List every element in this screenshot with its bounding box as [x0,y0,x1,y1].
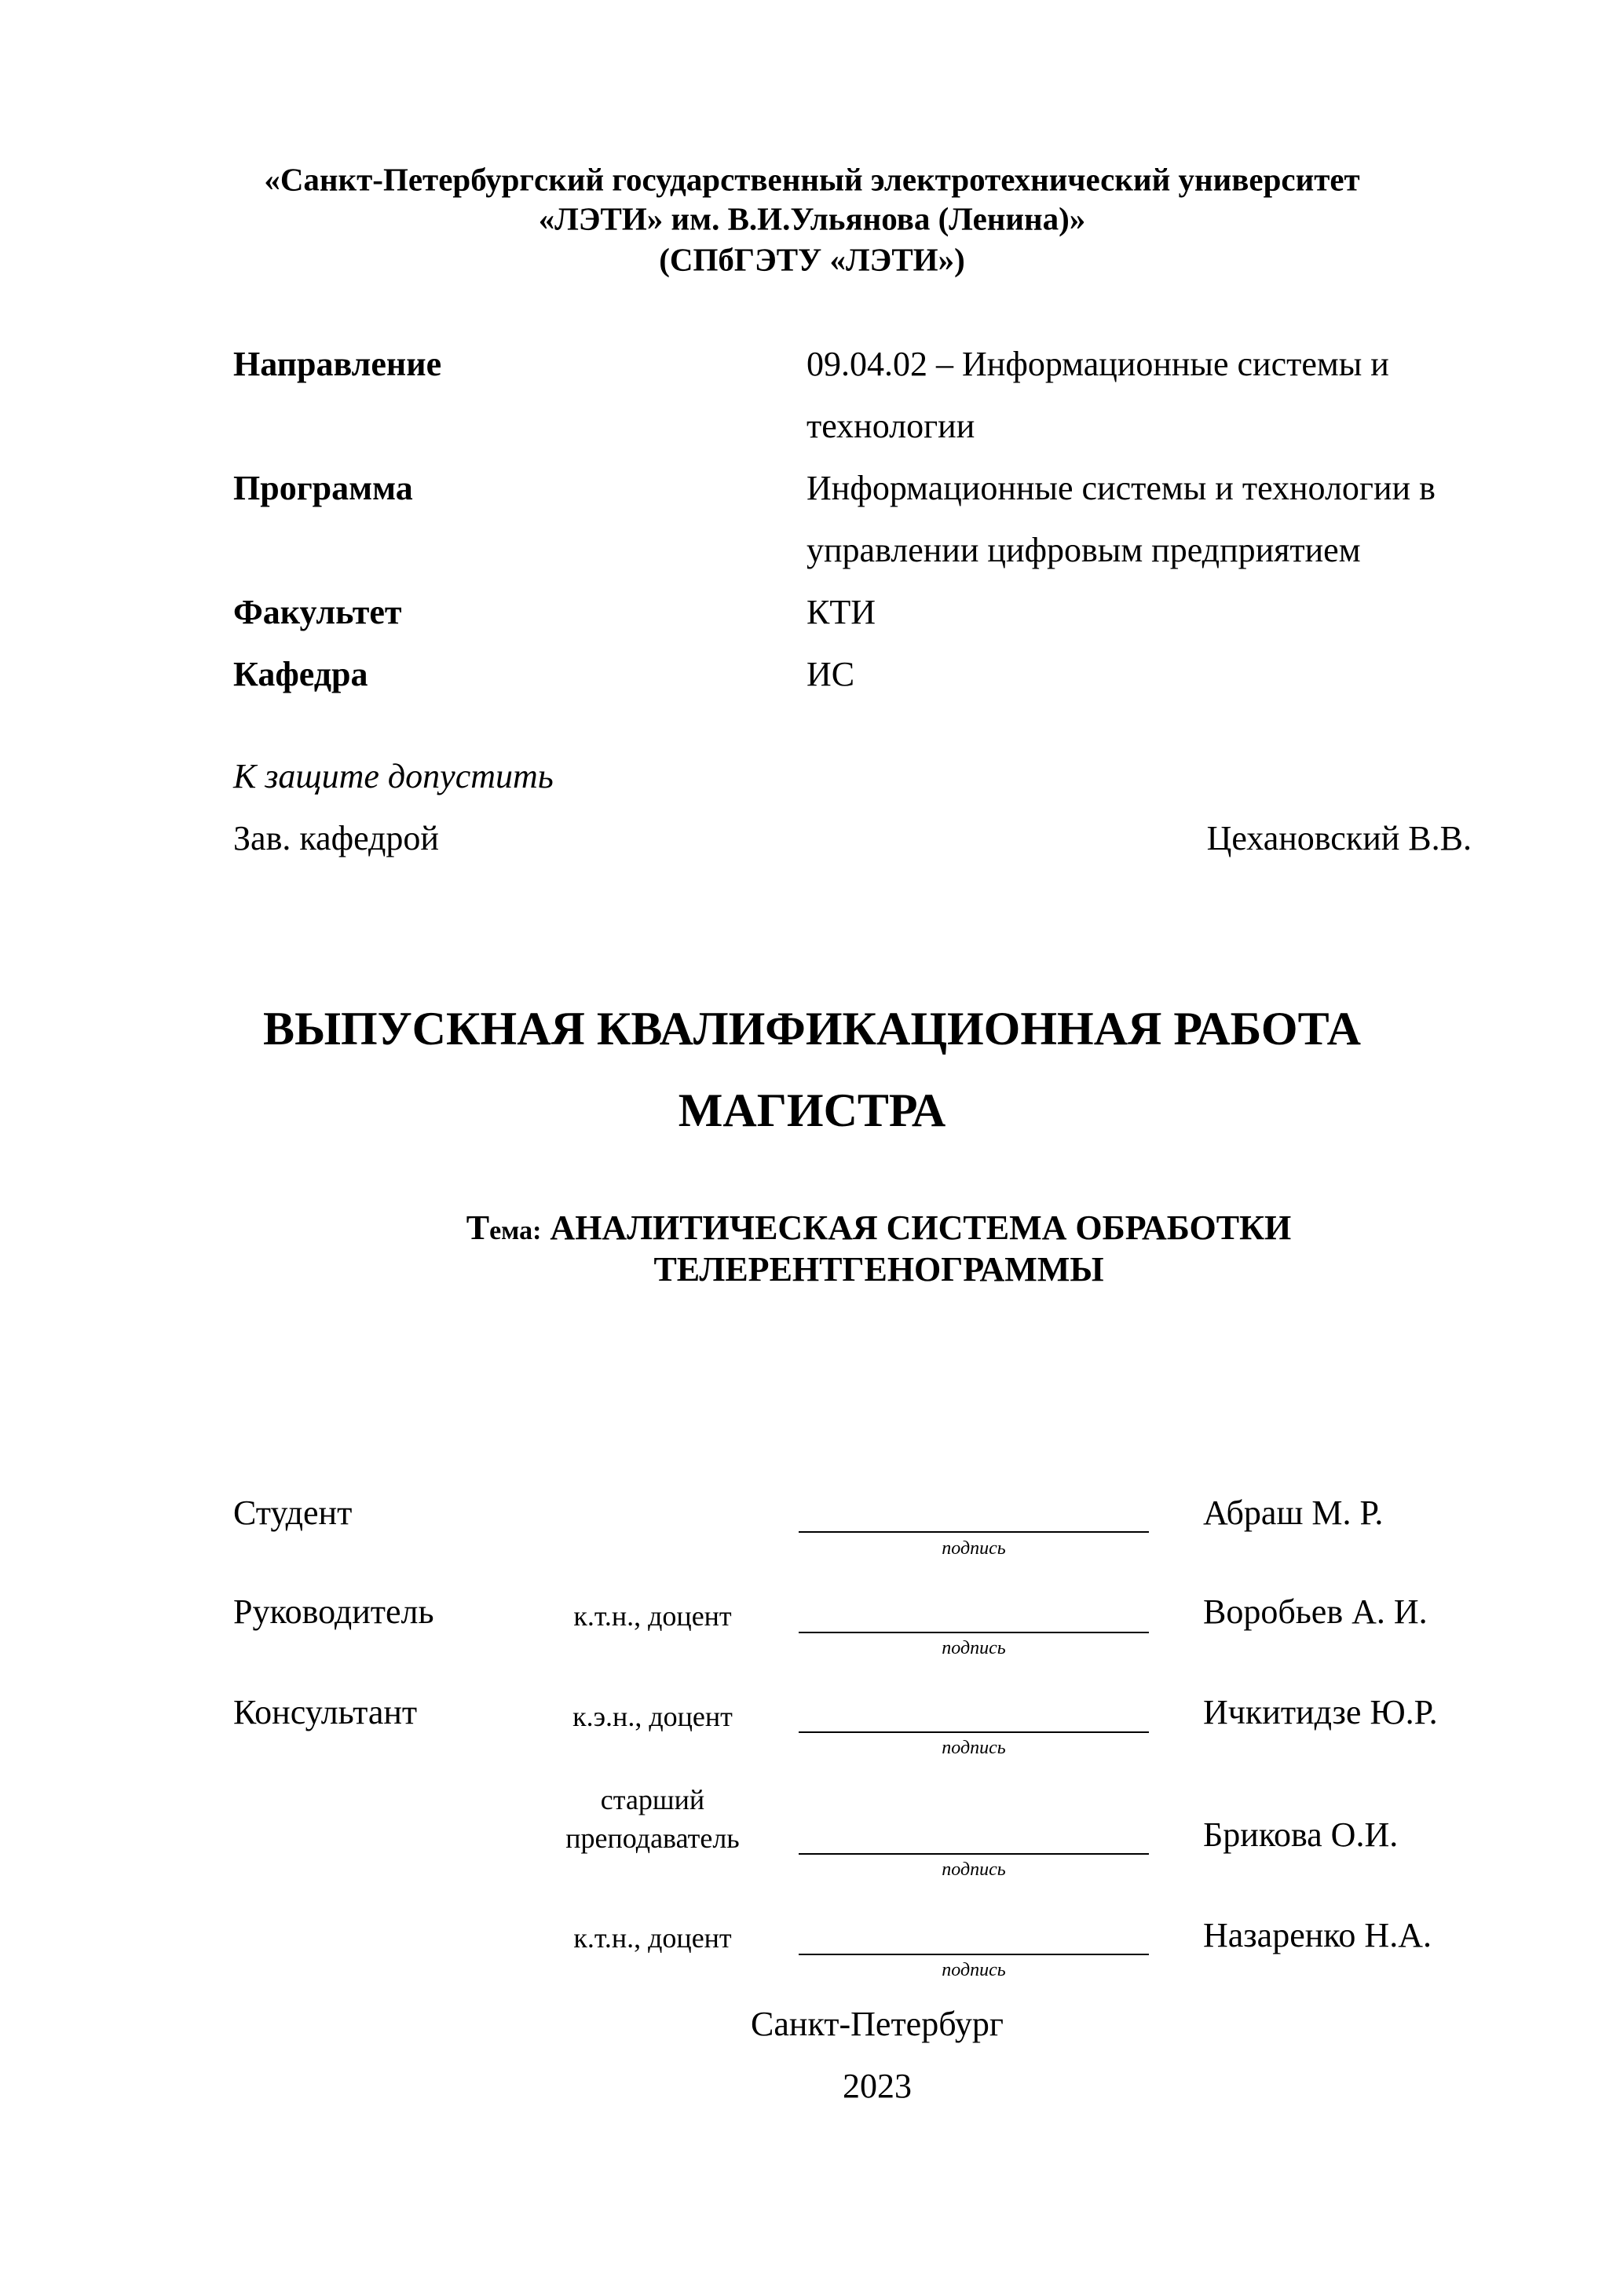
signature-line [799,1531,1149,1533]
signature-caption: подпись [942,1538,1006,1559]
topic-line-1 [0,1208,1624,1247]
info-value-department: ИС [807,655,855,693]
signature-position: к.э.н., доцент [572,1701,733,1732]
approval-note: К защите допустить [233,757,554,795]
signature-role: Консультант [233,1693,418,1731]
signature-caption: подпись [942,1738,1006,1758]
signature-position: к.т.н., доцент [573,1922,732,1954]
topic-prefix-rest: ема: [489,1216,542,1245]
topic-text-1: АНАЛИТИЧЕСКАЯ СИСТЕМА ОБРАБОТКИ [550,1208,1292,1247]
signature-line [799,1632,1149,1633]
title-line-2: МАГИСТРА [678,1084,946,1136]
signature-caption: подпись [942,1638,1006,1658]
topic-line-2: ТЕЛЕРЕНТГЕНОГРАММЫ [653,1250,1104,1289]
signature-name: Назаренко Н.А. [1203,1916,1432,1954]
info-value-program-2: управлении цифровым предприятием [807,531,1361,569]
footer-year: 2023 [843,2067,912,2105]
header-line-3: (СПбГЭТУ «ЛЭТИ») [659,241,965,278]
info-label-faculty: Факультет [233,593,402,631]
signature-line [799,1853,1149,1855]
topic-prefix-first: Т [466,1208,490,1247]
info-label-department: Кафедра [233,655,368,693]
signature-line [799,1954,1149,1955]
signature-name: Воробьев А. И. [1203,1592,1428,1631]
signature-name: Брикова О.И. [1203,1815,1399,1854]
info-value-faculty: КТИ [807,593,876,631]
signature-name: Абраш М. Р. [1203,1493,1384,1532]
footer-city: Санкт-Петербург [751,2005,1004,2043]
signature-position-line-1: старший [600,1784,705,1815]
info-label-direction: Направление [233,345,442,383]
info-label-program: Программа [233,469,413,507]
signature-position-line-2: преподаватель [565,1823,740,1854]
title-line-1: ВЫПУСКНАЯ КВАЛИФИКАЦИОННАЯ РАБОТА [263,1003,1361,1055]
info-value-direction-2: технологии [807,407,975,445]
header-line-1: «Санкт-Петербургский государственный электротехнический университет [264,161,1360,198]
signature-line [799,1731,1149,1733]
info-value-program-1: Информационные системы и технологии в [807,469,1436,507]
signature-name: Ичкитидзе Ю.Р. [1203,1693,1438,1731]
signature-role: Руководитель [233,1592,434,1631]
header-line-2: «ЛЭТИ» им. В.И.Ульянова (Ленина)» [538,200,1086,237]
info-value-direction-1: 09.04.02 – Информационные системы и [807,345,1389,383]
approval-name: Цехановский В.В. [1206,819,1472,857]
approval-role: Зав. кафедрой [233,819,439,857]
signature-caption: подпись [942,1859,1006,1880]
signature-position: к.т.н., доцент [573,1600,732,1632]
signature-role: Студент [233,1493,353,1532]
signature-caption: подпись [942,1960,1006,1980]
